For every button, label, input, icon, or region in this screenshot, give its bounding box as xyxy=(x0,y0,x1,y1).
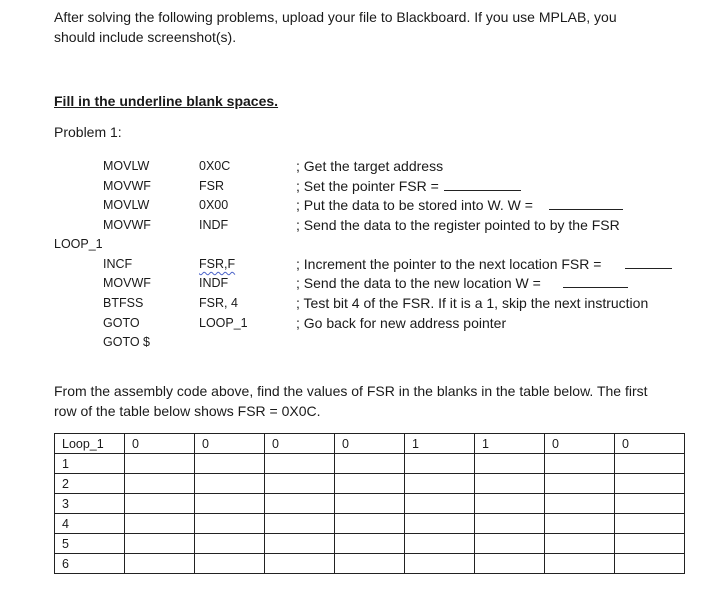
table-cell xyxy=(545,554,615,574)
table-cell xyxy=(335,514,405,534)
code-arg-4: INDF xyxy=(199,218,229,232)
table-row xyxy=(55,514,685,534)
table-cell xyxy=(195,474,265,494)
table-cell: 0 xyxy=(545,434,615,454)
loop-label: LOOP_1 xyxy=(54,237,103,251)
code-comment-2: ; Set the pointer FSR = xyxy=(296,178,439,194)
table-cell xyxy=(405,534,475,554)
table-cell xyxy=(335,454,405,474)
table-cell xyxy=(405,454,475,474)
table-cell xyxy=(195,554,265,574)
table-cell: 0 xyxy=(615,434,685,454)
code-comment-1: ; Get the target address xyxy=(296,158,444,174)
answer-blank-fsr xyxy=(444,178,521,191)
code-arg-7: FSR, 4 xyxy=(199,296,238,310)
table-cell: 4 xyxy=(55,514,125,534)
table-cell xyxy=(615,474,685,494)
table-row xyxy=(55,554,685,574)
code-op-9: GOTO $ xyxy=(103,335,151,349)
table-cell xyxy=(125,474,195,494)
code-comment-7: ; Test bit 4 of the FSR. If it is a 1, skip the next instruction xyxy=(296,295,649,311)
table-cell xyxy=(405,474,475,494)
table-cell xyxy=(265,494,335,514)
table-cell: 0 xyxy=(265,434,335,454)
table-cell: Loop_1 xyxy=(55,434,125,454)
table-cell: 1 xyxy=(475,434,545,454)
fill-heading: Fill in the underline blank spaces. xyxy=(54,93,279,109)
answer-blank-w-2 xyxy=(563,275,628,288)
instruction-line-2: row of the table below shows FSR = 0X0C. xyxy=(54,403,321,419)
table-row xyxy=(55,474,685,494)
table-cell xyxy=(475,474,545,494)
table-header-row xyxy=(55,434,685,454)
code-op-4: MOVWF xyxy=(103,218,151,232)
code-comment-8: ; Go back for new address pointer xyxy=(296,315,507,331)
table-cell xyxy=(615,514,685,534)
table-cell: 6 xyxy=(55,554,125,574)
problem-label: Problem 1: xyxy=(54,124,122,140)
table-cell xyxy=(335,474,405,494)
table-row xyxy=(55,534,685,554)
table-cell xyxy=(545,514,615,534)
table-cell xyxy=(615,554,685,574)
table-cell: 0 xyxy=(195,434,265,454)
code-comment-4: ; Send the data to the register pointed to by the FSR xyxy=(296,217,620,233)
table-cell xyxy=(265,514,335,534)
table-cell xyxy=(545,494,615,514)
table-cell xyxy=(335,494,405,514)
fsr-table xyxy=(54,433,685,574)
table-row xyxy=(55,494,685,514)
table-cell: 3 xyxy=(55,494,125,514)
table-cell xyxy=(195,514,265,534)
code-arg-5: FSR,F xyxy=(199,257,236,271)
table-cell xyxy=(195,534,265,554)
table-cell xyxy=(475,454,545,474)
table-cell xyxy=(125,494,195,514)
table-cell xyxy=(195,494,265,514)
table-row xyxy=(55,454,685,474)
code-op-3: MOVLW xyxy=(103,198,150,212)
table-cell xyxy=(615,534,685,554)
table-cell xyxy=(475,494,545,514)
code-comment-5: ; Increment the pointer to the next location FSR = xyxy=(296,256,602,272)
table-cell xyxy=(545,454,615,474)
code-arg-3: 0X00 xyxy=(199,198,229,212)
table-cell xyxy=(125,534,195,554)
table-cell xyxy=(615,454,685,474)
table-cell xyxy=(265,554,335,574)
table-cell xyxy=(475,534,545,554)
intro-line-2: should include screenshot(s). xyxy=(54,29,237,45)
answer-blank-fsr-2 xyxy=(625,256,672,269)
code-comment-6: ; Send the data to the new location W = xyxy=(296,275,541,291)
table-cell xyxy=(475,554,545,574)
table-cell: 2 xyxy=(55,474,125,494)
intro-line-1: After solving the following problems, upload your file to Blackboard. If you use MPLAB, you xyxy=(54,9,617,25)
table-cell xyxy=(405,514,475,534)
table-cell xyxy=(545,474,615,494)
table-cell xyxy=(125,514,195,534)
table-cell xyxy=(335,534,405,554)
table-cell xyxy=(335,554,405,574)
code-comment-3: ; Put the data to be stored into W. W = xyxy=(296,197,533,213)
table-cell: 5 xyxy=(55,534,125,554)
answer-blank-w xyxy=(549,197,623,210)
table-cell xyxy=(475,514,545,534)
code-op-8: GOTO xyxy=(103,316,140,330)
table-cell: 1 xyxy=(55,454,125,474)
code-arg-6: INDF xyxy=(199,276,229,290)
table-cell: 0 xyxy=(125,434,195,454)
code-arg-1: 0X0C xyxy=(199,159,231,173)
table-cell: 0 xyxy=(335,434,405,454)
table-cell xyxy=(405,554,475,574)
table-cell xyxy=(265,474,335,494)
code-arg-2: FSR xyxy=(199,179,224,193)
table-cell xyxy=(125,454,195,474)
table-cell xyxy=(615,494,685,514)
code-op-7: BTFSS xyxy=(103,296,144,310)
table-cell xyxy=(125,554,195,574)
instruction-line-1: From the assembly code above, find the values of FSR in the blanks in the table below. The first xyxy=(54,383,648,399)
table-cell xyxy=(265,454,335,474)
table-cell xyxy=(195,454,265,474)
table-cell xyxy=(265,534,335,554)
code-op-6: MOVWF xyxy=(103,276,151,290)
code-op-5: INCF xyxy=(103,257,133,271)
code-op-2: MOVWF xyxy=(103,179,151,193)
code-arg-8: LOOP_1 xyxy=(199,316,248,330)
table-cell xyxy=(405,494,475,514)
code-op-1: MOVLW xyxy=(103,159,150,173)
table-cell: 1 xyxy=(405,434,475,454)
table-cell xyxy=(545,534,615,554)
